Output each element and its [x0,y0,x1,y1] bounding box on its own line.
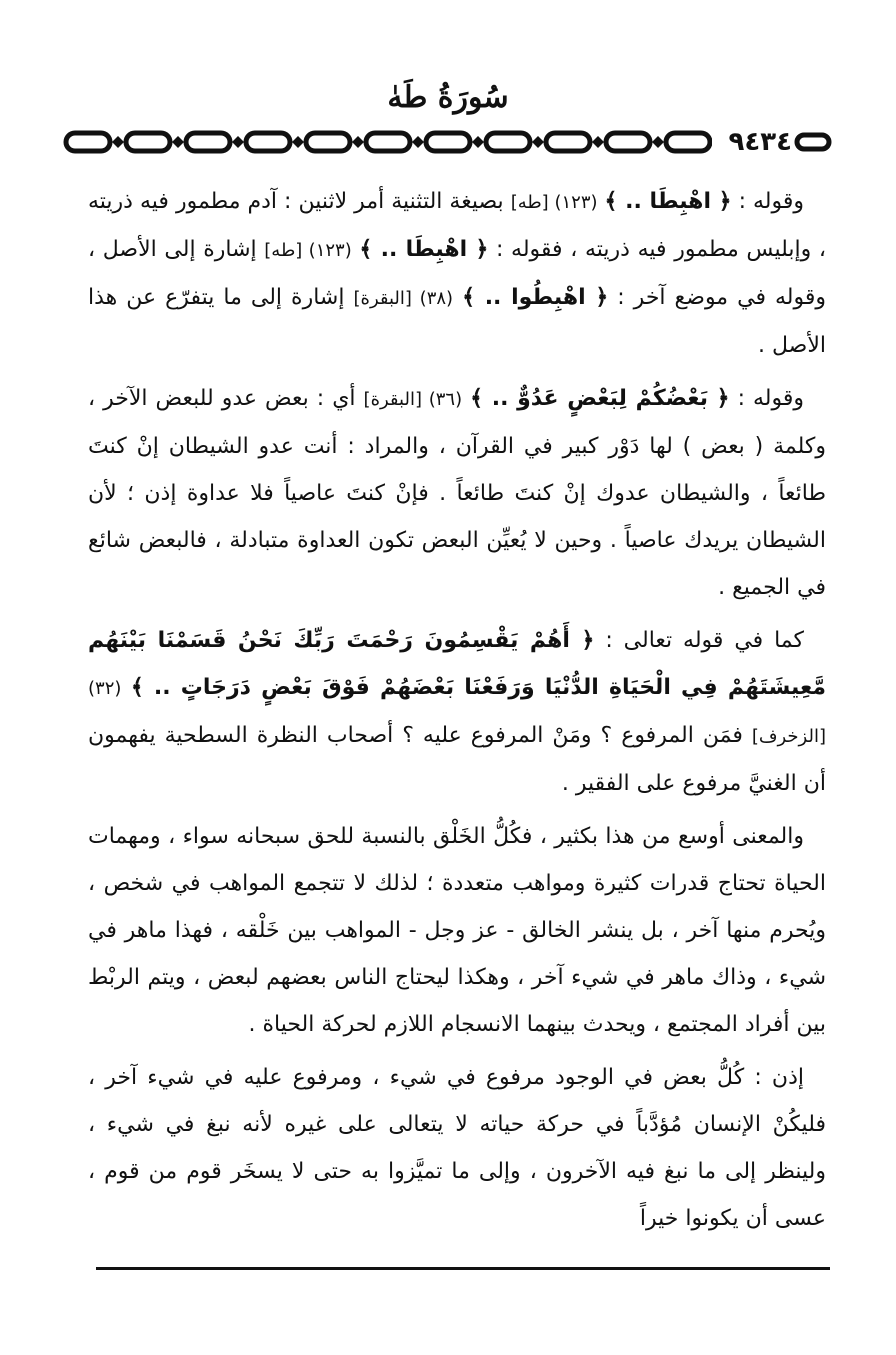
verse-reference: (٣٦) [البقرة] [363,389,463,410]
paragraph [88,617,826,807]
body-text-span: وقوله : [729,386,805,411]
body-text-span: كما في قوله تعالى : [594,628,805,653]
quran-verse: ﴿ اهْبِطَا .. ﴾ [359,237,489,262]
body-text-span: إشارة إلى الأصل ، وقوله في موضع آخر : [88,237,826,310]
body-text [88,178,826,1248]
quran-verse: ﴿ أَهُمْ يَقْسِمُونَ رَحْمَتَ رَبِّكَ نَحْنُ قَسَمْنَا بَيْنَهُم مَّعِيشَتَهُمْ فِي الْحَيَاةِ الدُّنْيَا وَرَفَعْنَا بَعْضَهُمْ فَوْقَ بَعْضٍ دَرَجَاتٍ .. ﴾ [88,628,826,700]
paragraph [88,1054,826,1242]
verse-reference: (٣٢) [الزخرف] [88,678,826,747]
body-text-span [121,675,130,700]
page-number: ٩٤٣٤ [728,127,792,157]
body-text-span: أي : بعض عدو للبعض الآخر ، وكلمة ( بعض ) لها دَوْر كبير في القرآن ، والمراد : أنت عدو الشيطان إنْ كنتَ طائعاً ، والشيطان عدوك إنْ كنتَ طائعاً . فإنْ كنتَ عاصياً فلا عداوة إذن ؛ لأن الشيطان يريدك عاصياً . وحين لا يُعيِّن البعض تكون العداوة متبادلة ، فالبعض شائع في الجميع . [88,386,826,600]
chain-end-icon [794,132,832,152]
body-text-span [598,189,605,214]
body-text-span [462,386,470,411]
body-text-span: وقوله : [731,189,805,214]
footer-rule [96,1267,830,1270]
body-text-span: بصيغة التثنية أمر لاثنين : آدم مطمور فيه ذريته ، وإبليس مطمور فيه ذريته ، فقوله : [88,189,826,262]
body-text-span: والمعنى أوسع من هذا بكثير ، فكُلُّ الخَلْق بالنسبة للحق سبحانه سواء ، ومهمات الحياة تحتاج قدرات كثيرة ومواهب متعددة ؛ لذلك لا تتجمع المواهب في شخص ، ويُحرم منها آخر ، بل ينشر الخالق - عز وجل - المواهب بين خَلْقه ، فهذا ماهر في شيء ، وذاك ماهر في شيء آخر ، وهكذا ليحتاج الناس بعضهم لبعض ، ويتم الربْط بين أفراد المجتمع ، ويحدث بينهما الانسجام اللازم لحركة الحياة . [88,824,826,1037]
body-text-span: إذن : كُلُّ بعض في الوجود مرفوع في شيء ، ومرفوع عليه في شيء آخر ، فليكُنْ الإنسان مُؤدَّباً في حركة حياته لا يتعالى على غيره لأنه نبغ في شيء ، ولينظر إلى ما نبغ فيه الآخرون ، وإلى ما تميَّزوا به حتى لا يسخَر قوم من قوم ، عسى أن يكونوا خيراً [88,1065,826,1231]
quran-verse: ﴿ اهْبِطُوا .. ﴾ [462,285,609,310]
verse-reference: (١٢٣) [طه] [510,192,598,213]
quran-verse: ﴿ اهْبِطَا .. ﴾ [604,189,732,214]
verse-reference: (١٢٣) [طه] [264,240,352,261]
body-text-span: إشارة إلى ما يتفرّع عن هذا الأصل . [88,285,826,358]
quran-verse: ﴿ بَعْضُكُمْ لِبَعْضٍ عَدُوٌّ .. ﴾ [470,386,730,411]
body-text-span [453,285,462,310]
chain-ornament-icon [62,124,712,160]
body-text-span: فمَن المرفوع ؟ ومَنْ المرفوع عليه ؟ أصحاب النظرة السطحية يفهمون أن الغنيَّ مرفوع على الفقير . [88,723,826,796]
verse-reference: (٣٨) [البقرة] [353,288,454,309]
surah-title: سُورَةُ طَهٰ [387,80,509,115]
paragraph [88,375,826,611]
paragraph [88,813,826,1048]
page-header [62,124,832,160]
paragraph [88,178,826,369]
